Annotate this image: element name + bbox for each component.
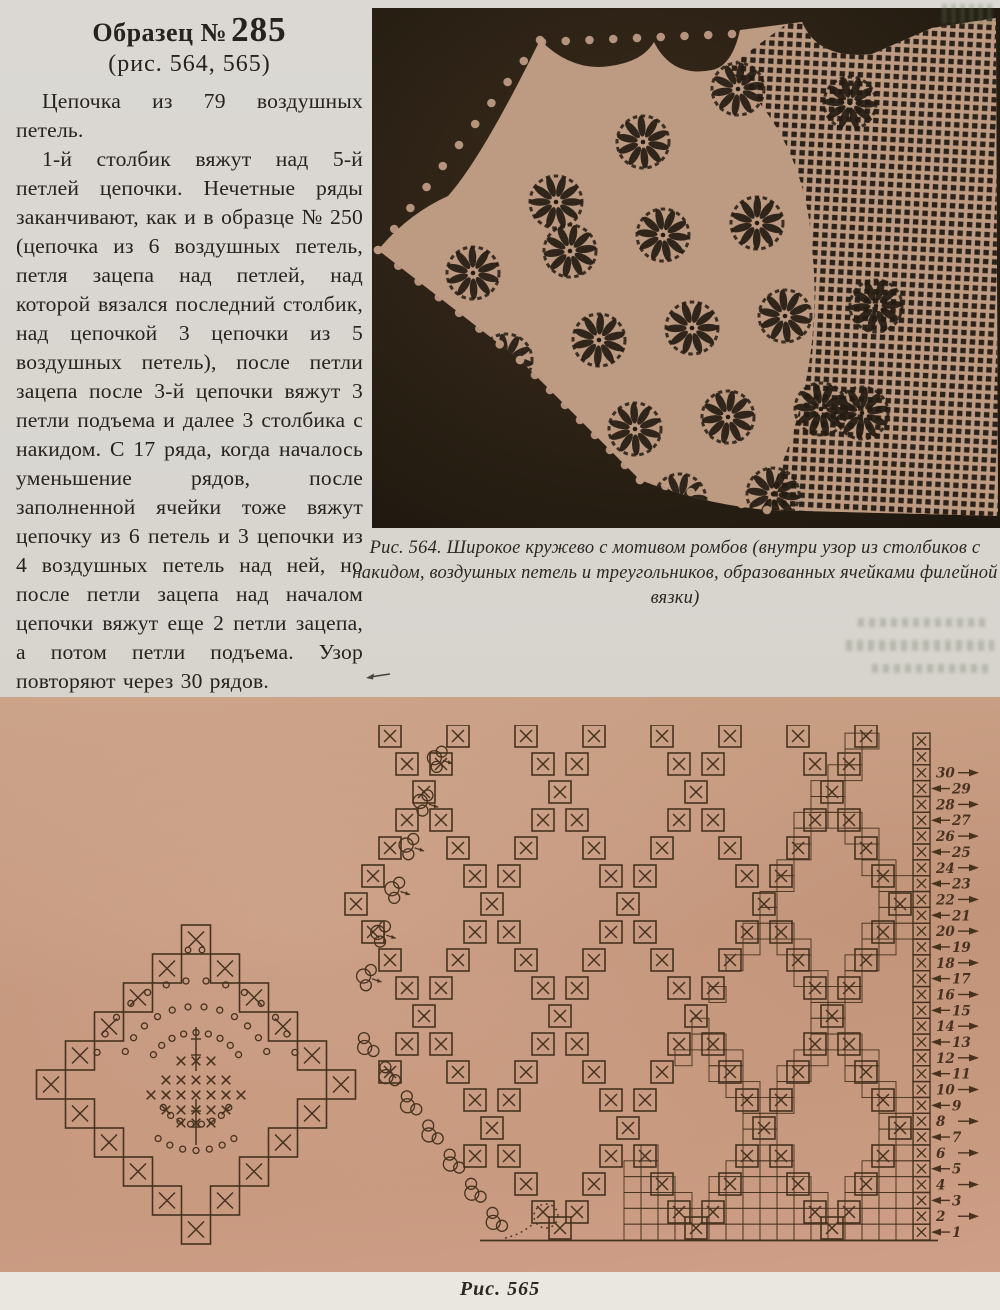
svg-text:11: 11 <box>952 1066 971 1083</box>
article-title <box>16 12 363 49</box>
svg-text:19: 19 <box>952 939 971 956</box>
svg-text:7: 7 <box>952 1130 962 1147</box>
svg-text:25: 25 <box>952 844 971 861</box>
svg-text:12: 12 <box>936 1050 955 1067</box>
svg-text:14: 14 <box>936 1019 955 1036</box>
svg-text:3: 3 <box>952 1193 962 1210</box>
svg-text:22: 22 <box>936 892 955 909</box>
svg-text:27: 27 <box>952 813 971 830</box>
svg-text:5: 5 <box>952 1161 962 1178</box>
svg-text:30: 30 <box>936 765 955 782</box>
margin-print-bleed <box>858 618 988 627</box>
figure-565-caption-strip <box>0 1272 1000 1310</box>
lace-photo-illustration <box>372 8 1000 528</box>
paragraph-2: 1-й столбик вяжут над 5-й петлей цепочки. Нечетные ряды заканчивают, как и в образце № 250 (цепочка из 6 воздушных петель, петля зацепа над петлей, над которой вязался последний столбик, над цепочкой 3 цепочки из 5 воздушных петель), после петли зацепа после 3-й цепочки вяжут 3 петли подъема и далее 3 столбика с накидом. С 17 ряда, когда началось уменьшение рядов, после заполненной ячейки тоже вяжут цепочку из 6 петель и 3 цепочки из 4 воздушных петель над ней, но после петли зацепа над началом цепочки вяжут еще 2 петли зацепа, а потом петли подъема. Узор повторяют через 30 рядов. <box>16 146 363 693</box>
article-text-column <box>16 12 363 696</box>
figure-564-photo <box>372 8 1000 528</box>
svg-text:17: 17 <box>952 971 971 988</box>
figure-565-caption: Рис. 565 <box>459 1278 541 1300</box>
svg-text:21: 21 <box>952 908 971 925</box>
svg-text:16: 16 <box>936 987 955 1004</box>
title-number: 285 <box>231 10 287 49</box>
stray-arrow-mark <box>360 668 400 684</box>
svg-text:4: 4 <box>936 1177 946 1194</box>
figure-565-diagram <box>0 697 1000 1272</box>
svg-text:29: 29 <box>952 781 971 798</box>
title-label: Образец № <box>92 18 228 47</box>
svg-text:10: 10 <box>936 1082 955 1099</box>
svg-text:23: 23 <box>952 876 971 893</box>
margin-print-bleed <box>846 640 994 651</box>
svg-text:13: 13 <box>952 1035 971 1051</box>
svg-text:28: 28 <box>936 797 955 814</box>
svg-text:15: 15 <box>952 1003 971 1020</box>
article-title-block <box>16 12 363 77</box>
svg-text:24: 24 <box>936 860 955 877</box>
svg-text:8: 8 <box>936 1114 946 1131</box>
svg-text:26: 26 <box>936 829 955 846</box>
article-subtitle: (рис. 564, 565) <box>108 50 271 77</box>
svg-text:6: 6 <box>936 1145 946 1162</box>
svg-text:9: 9 <box>952 1098 962 1115</box>
figure-564-caption: Рис. 564. Широкое кружево с мотивом ромбов (внутри узор из столбиков с накидом, воздушных петель и треугольников, образованных ячейками филейной вязки) <box>352 538 998 608</box>
crochet-chart-drawing <box>0 697 1000 1272</box>
margin-print-bleed <box>872 664 990 673</box>
margin-print-bleed <box>942 4 996 24</box>
svg-text:1: 1 <box>952 1225 962 1242</box>
svg-text:18: 18 <box>936 955 955 972</box>
svg-text:2: 2 <box>936 1209 946 1226</box>
paragraph-1: Цепочка из 79 воздушных петель. <box>16 88 363 142</box>
svg-text:20: 20 <box>936 924 955 941</box>
